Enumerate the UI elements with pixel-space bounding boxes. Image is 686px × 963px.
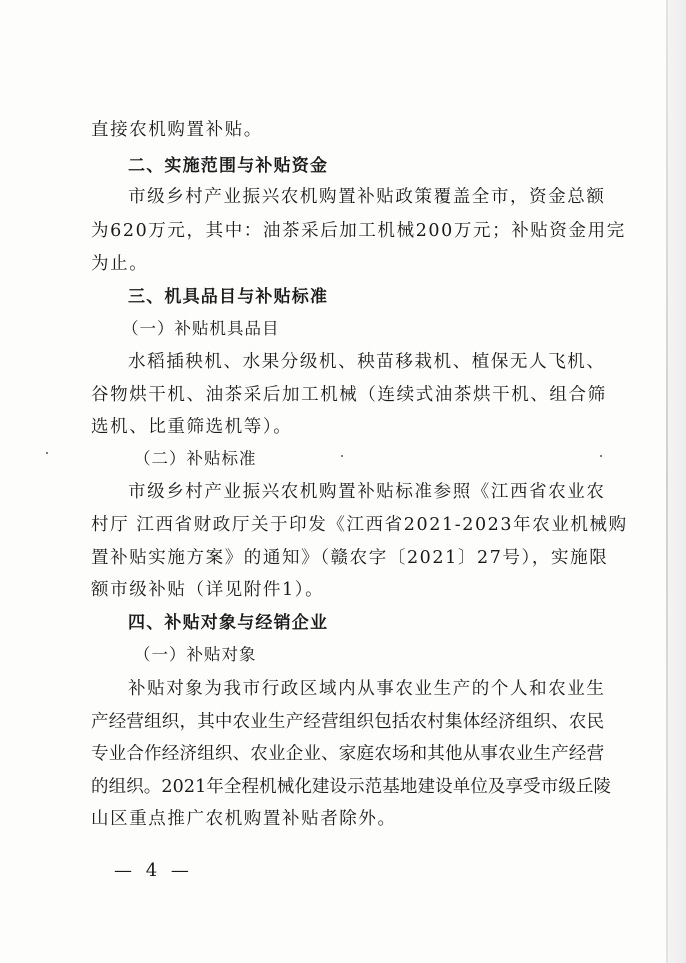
body-line: 额市级补贴（详见附件1）。 [91,580,325,600]
body-line: 补贴对象为我市行政区域内从事农业生产的个人和农业生 [128,679,606,699]
body-line: 选机、比重筛选机等）。 [91,417,293,437]
body-line: 市级乡村产业振兴农机购置补贴政策覆盖全市，资金总额 [128,187,606,207]
body-line: 直接农机购置补贴。 [91,120,263,140]
scan-speck [46,452,48,454]
scan-speck [341,455,343,457]
section-heading: 二、实施范围与补贴资金 [128,156,329,176]
body-line: 为620万元，其中：油茶采后加工机械200万元；补贴资金用完 [91,221,626,241]
body-line: 市级乡村产业振兴农机购置补贴标准参照《江西省农业农 [128,482,606,502]
scan-speck [600,455,602,457]
page-edge [668,0,686,963]
body-line: 为止。 [91,254,149,274]
body-line: 水稻插秧机、水果分级机、秧苗移栽机、植保无人飞机、 [128,352,606,372]
body-line: 专业合作经济组织、农业企业、家庭农场和其他从事农业生产经营 [91,744,605,764]
section-heading: 四、补贴对象与经销企业 [128,613,329,633]
subsection-heading: （一）补贴对象 [134,645,257,664]
page-edge-line [666,0,668,963]
body-line: 山区重点推广农机购置补贴者除外。 [91,809,397,829]
body-line: 的组织。2021年全程机械化建设示范基地建设单位及享受市级丘陵 [91,777,612,797]
body-line: 产经营组织，其中农业生产经营组织包括农村集体经济组织、农民 [91,712,605,732]
body-line: 谷物烘干机、油茶采后加工机械（连续式油茶烘干机、组合筛 [91,385,607,405]
subsection-heading: （一）补贴机具品目 [122,319,280,338]
section-heading: 三、机具品目与补贴标准 [128,287,329,307]
body-line: 村厅 江西省财政厅关于印发《江西省2021-2023年农业机械购 [91,515,628,535]
subsection-heading: （二）补贴标准 [134,449,257,468]
page-number: — 4 — [114,860,193,881]
body-line: 置补贴实施方案》的通知》（赣农字〔2021〕27号），实施限 [91,548,609,568]
